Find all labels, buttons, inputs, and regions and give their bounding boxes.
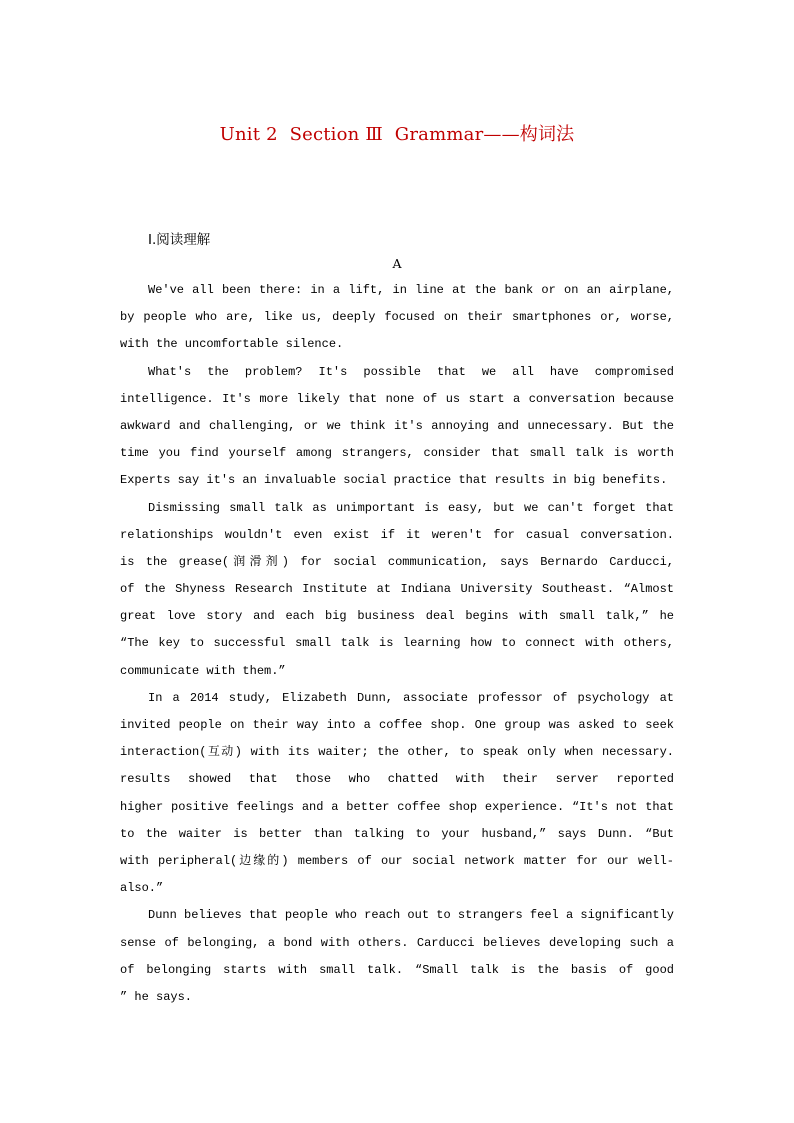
text-line: with peripheral(边缘的) members of our social network matter for our well- xyxy=(120,853,674,868)
passage-body xyxy=(120,277,674,1011)
passage-label: A xyxy=(392,256,402,271)
text-line: intelligence. It's more likely that none of us start a conversation because xyxy=(120,391,674,406)
text-line: also.” xyxy=(120,881,164,896)
text-line: by people who are, like us, deeply focused on their smartphones or, worse, xyxy=(120,310,674,325)
text-line: We've all been there: in a lift, in line at the bank or on an airplane, xyxy=(148,283,674,297)
text-line: “The key to successful small talk is learning how to connect with others, xyxy=(120,636,674,651)
text-line: Experts say it's an invaluable social practice that results in big benefits. xyxy=(120,473,668,488)
text-line: communicate with them.” xyxy=(120,663,286,678)
text-line: time you find yourself among strangers, consider that small talk is worth xyxy=(120,446,674,461)
text-line: is the grease(润滑剂) for social communication, says Bernardo Carducci, xyxy=(120,554,674,569)
section-heading: Ⅰ.阅读理解 xyxy=(148,232,211,248)
text-line: higher positive feelings and a better coffee shop experience. “It's not that xyxy=(120,799,674,814)
text-line: great love story and each big business deal begins with small talk,” he xyxy=(120,609,674,624)
text-line: of the Shyness Research Institute at Indiana University Southeast. “Almost xyxy=(120,582,674,597)
text-line: interaction(互动) with its waiter; the other, to speak only when necessary. xyxy=(120,745,674,760)
text-line: with the uncomfortable silence. xyxy=(120,337,344,352)
page-title: Unit 2 Section Ⅲ Grammar——构词法 xyxy=(219,124,575,145)
text-line: What's the problem? It's possible that we all have compromised xyxy=(148,364,674,379)
text-line: relationships wouldn't even exist if it weren't for casual conversation. xyxy=(120,527,674,542)
text-line: Dunn believes that people who reach out to strangers feel a significantly xyxy=(148,908,674,923)
text-line: awkward and challenging, or we think it's annoying and unnecessary. But the xyxy=(120,418,674,433)
text-line: sense of belonging, a bond with others. Carducci believes developing such a xyxy=(120,935,674,950)
text-line: ” he says. xyxy=(120,989,193,1004)
text-line: of belonging starts with small talk. “Small talk is the basis of good xyxy=(120,962,674,977)
text-line: to the waiter is better than talking to your husband,” says Dunn. “But xyxy=(120,826,674,841)
text-line: invited people on their way into a coffee shop. One group was asked to seek xyxy=(120,718,674,732)
text-line: results showed that those who chatted with their server reported xyxy=(120,772,674,787)
text-line: Dismissing small talk as unimportant is easy, but we can't forget that xyxy=(148,500,674,515)
text-line: In a 2014 study, Elizabeth Dunn, associate professor of psychology at xyxy=(148,690,674,705)
